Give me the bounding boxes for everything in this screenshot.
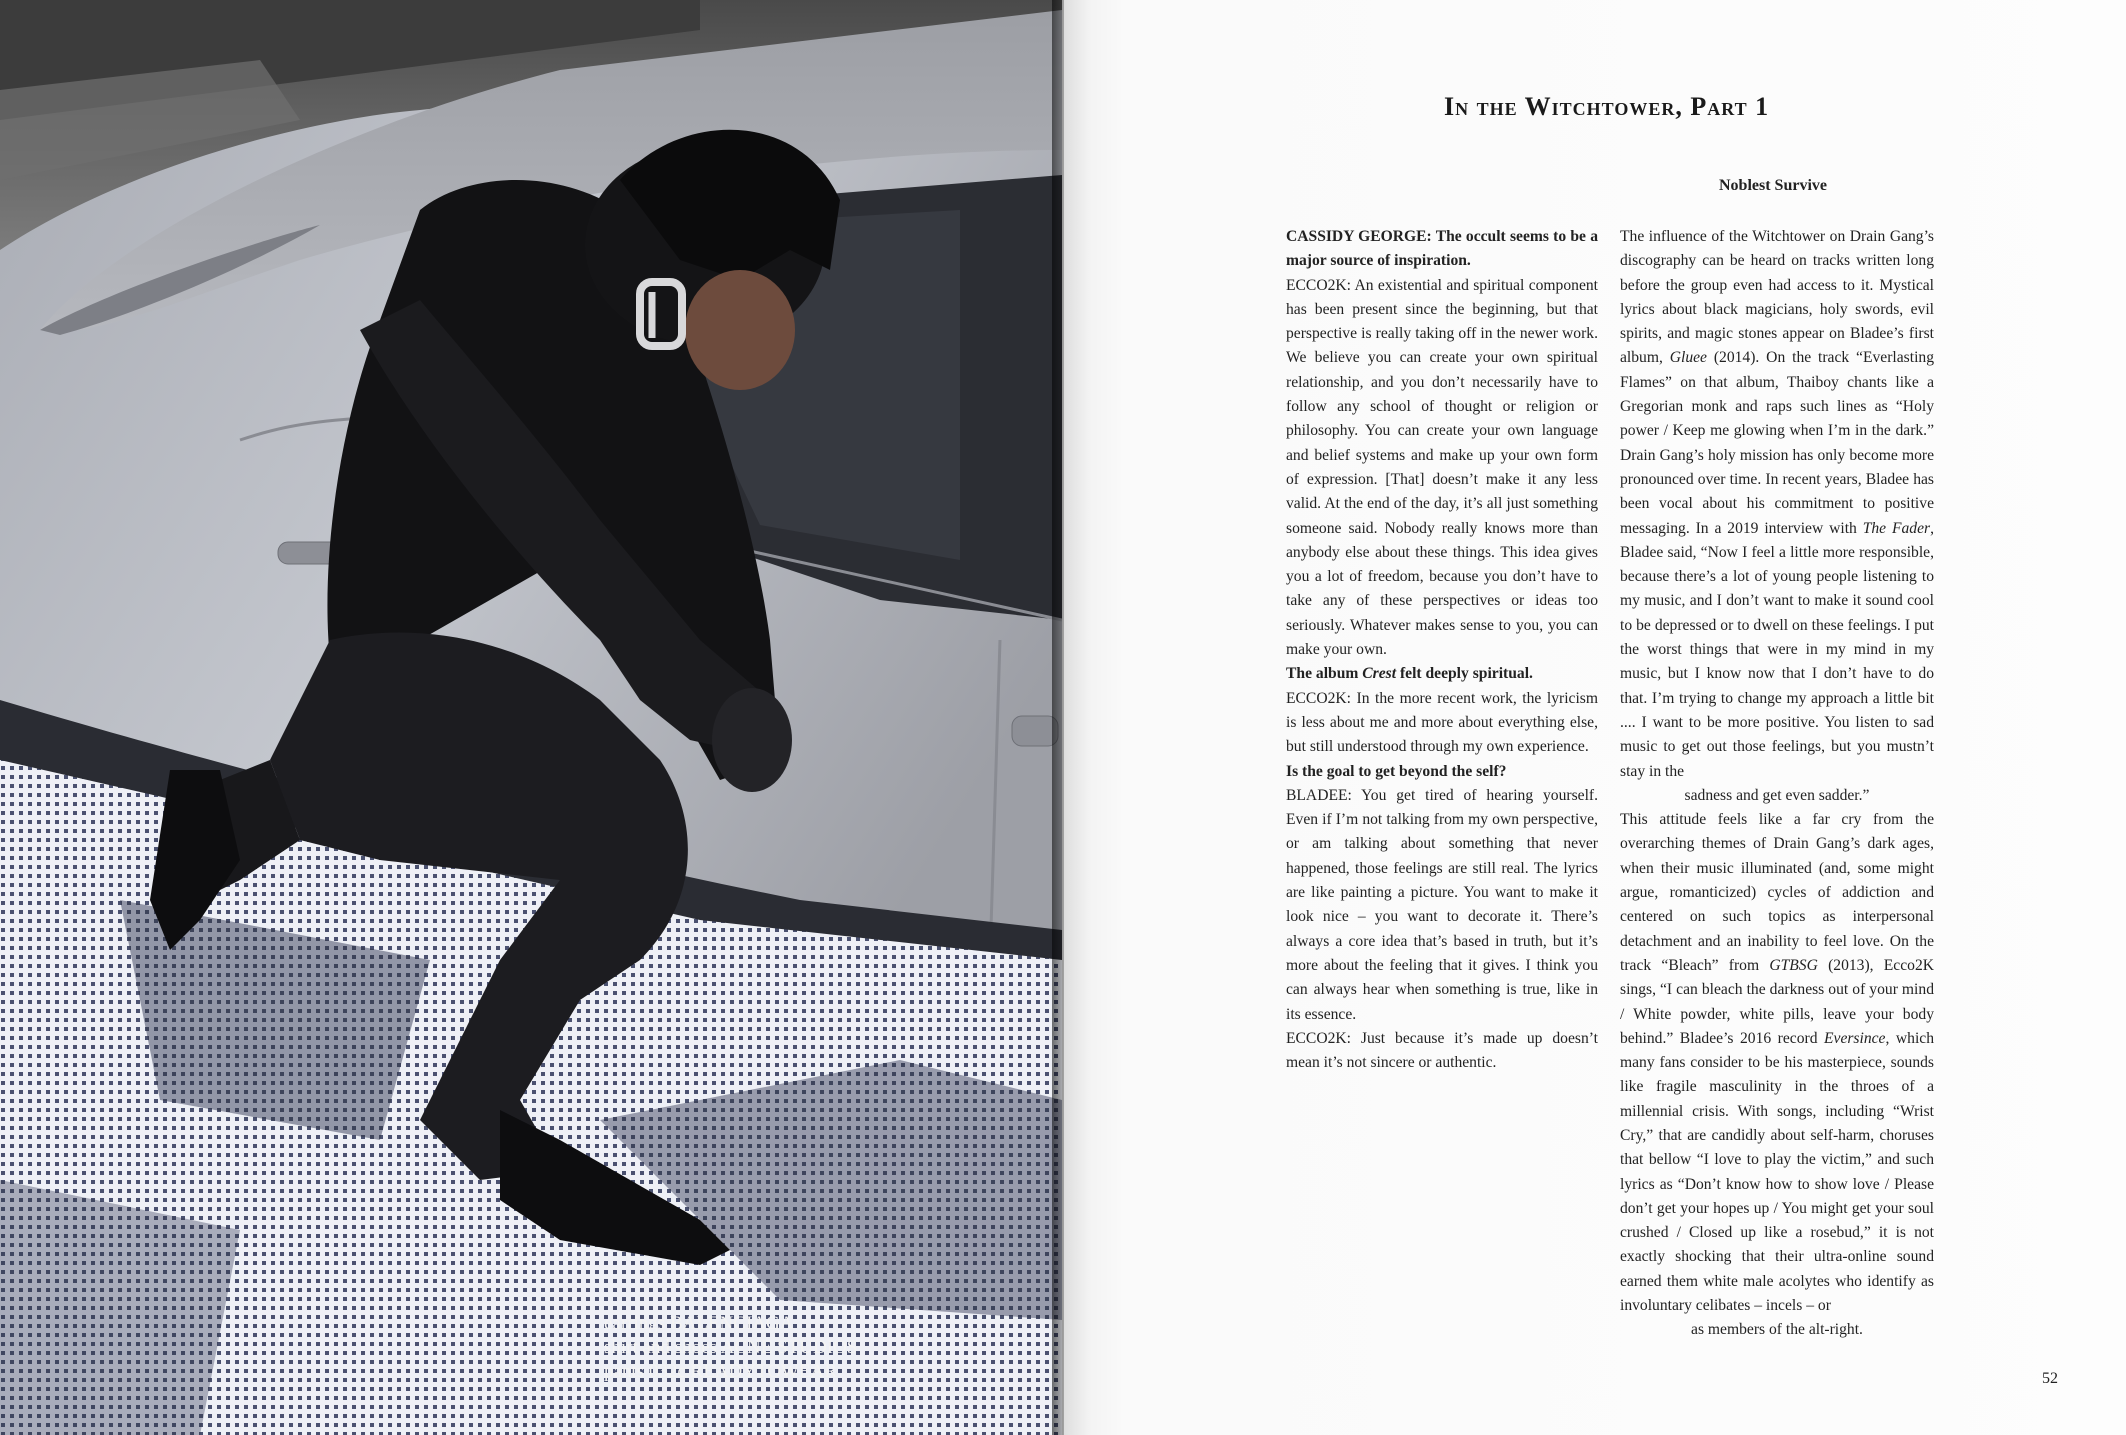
album-title: Gluee	[1669, 349, 1707, 367]
fashion-photo	[0, 0, 1062, 1435]
interview-answer: ECCO2K: An existential and spiritual component has been present since the beginning, but that perspective is really taking off in the newer work. We believe you can create your own spiritual relationship, and you don’t necessarily have to follow any school of thought or religion or philosophy. You can create your own language and belief systems and make up your own form of expression. [That] doesn’t make it any less valid. At the end of the day, it’s all just something someone said. Nobody really knows more than anybody else about these things. This idea gives you a lot of freedom, because you don’t have to take any of these perspectives or ideas too seriously. Whatever makes sense to you, you can make your own.	[1286, 276, 1598, 659]
album-title: GTBSG	[1769, 956, 1818, 974]
credit-line: earrings BALENCIAGA	[604, 1313, 794, 1334]
essay-paragraph-end: as members of the alt-right.	[1691, 1321, 1863, 1339]
column-interview	[1286, 225, 1598, 1075]
section-title: Noblest Survive	[1719, 177, 1827, 194]
essay-paragraph: This attitude feels like a far cry from the overarching themes of Drain Gang’s dark ages, when their music illuminated (and, some might argue, romanticized) cycles of addiction and centered on such topics as interpersonal detachment and an inability to feel love. On the track “Bleach” from GTBSG (2013), Ecco2K sings, “I can bleach the darkness out of your mind / White powder, white pills, leave your body behind.” Bladee’s 2016 record Eversince, which many fans consider to be his masterpiece, sounds like fragile masculinity in the throes of a millennial crisis. With songs, including “Wrist Cry,” that are candidly about self-harm, choruses that bellow “I love to play the victim,” and such lyrics as “Don’t know how to show love / Please don’t get your hopes up / You might get your soul crushed / Closed up like a rosebud,” it is not exactly shocking that their ultra-online sound earned them white male acolytes who identify as involuntary celibates – incels – or	[1620, 811, 1934, 1315]
publication-title: The Fader	[1862, 519, 1931, 537]
interview-question: The album Crest felt deeply spiritual.	[1286, 665, 1533, 683]
interview-answer: ECCO2K: Just because it’s made up doesn’t mean it’s not sincere or authentic.	[1286, 1029, 1598, 1072]
page-number: 52	[2042, 1370, 2058, 1387]
photo-page	[0, 0, 1062, 1435]
album-title: Crest	[1362, 665, 1397, 683]
interview-question: Is the goal to get beyond the self?	[1286, 762, 1507, 780]
photo-credits	[604, 1312, 857, 1384]
credit-line: shirt and shoes ACNE STUDIOS	[604, 1337, 858, 1358]
article-title: In the Witchtower, Part 1	[1444, 92, 1770, 121]
column-essay	[1620, 225, 1934, 1343]
album-title: Eversince	[1824, 1029, 1886, 1047]
essay-paragraph-end: sadness and get even sadder.”	[1684, 786, 1870, 804]
interview-answer: ECCO2K: In the more recent work, the lyricism is less about me and more about everything else, but still understood through my own experience.	[1286, 689, 1598, 756]
credit-line: pants 032c READYTOWEAR	[604, 1361, 837, 1382]
interview-question: CASSIDY GEORGE: The occult seems to be a major source of inspiration.	[1286, 228, 1598, 270]
interview-answer: BLADEE: You get tired of hearing yourself. Even if I’m not talking from my own perspective, or am talking about something that never happened, those feelings are still real. The lyrics are like painting a picture. You want to make it look nice – you want to decorate it. There’s always a core idea that’s based in truth, but it’s more about the feeling that it gives. I think you can always hear when something is true, like in its essence.	[1286, 786, 1598, 1023]
essay-paragraph: The influence of the Witchtower on Drain Gang’s discography can be heard on tracks written long before the group even had access to it. Mystical lyrics about black magicians, holy swords, evil spirits, and magic stones appear on Bladee’s first album, Gluee (2014). On the track “Everlasting Flames” on that album, Thaiboy chants like a Gregorian monk and raps such lines as “Holy power / Keep me glowing when I’m in the dark.” Drain Gang’s holy mission has only become more pronounced over time. In recent years, Bladee has been vocal about his commitment to positive messaging. In a 2019 interview with The Fader, Bladee said, “Now I feel a little more responsible, because there’s a lot of young people listening to my music, and I don’t want to make it sound cool to be depressed or to dwell on these feelings. I put the worst things that were in my mind in my music, but I know now that I don’t have to do that. I’m trying to change my approach a little bit .... I want to be more positive. You listen to sad music to get out those feelings, but you mustn’t stay in the	[1620, 228, 1934, 780]
